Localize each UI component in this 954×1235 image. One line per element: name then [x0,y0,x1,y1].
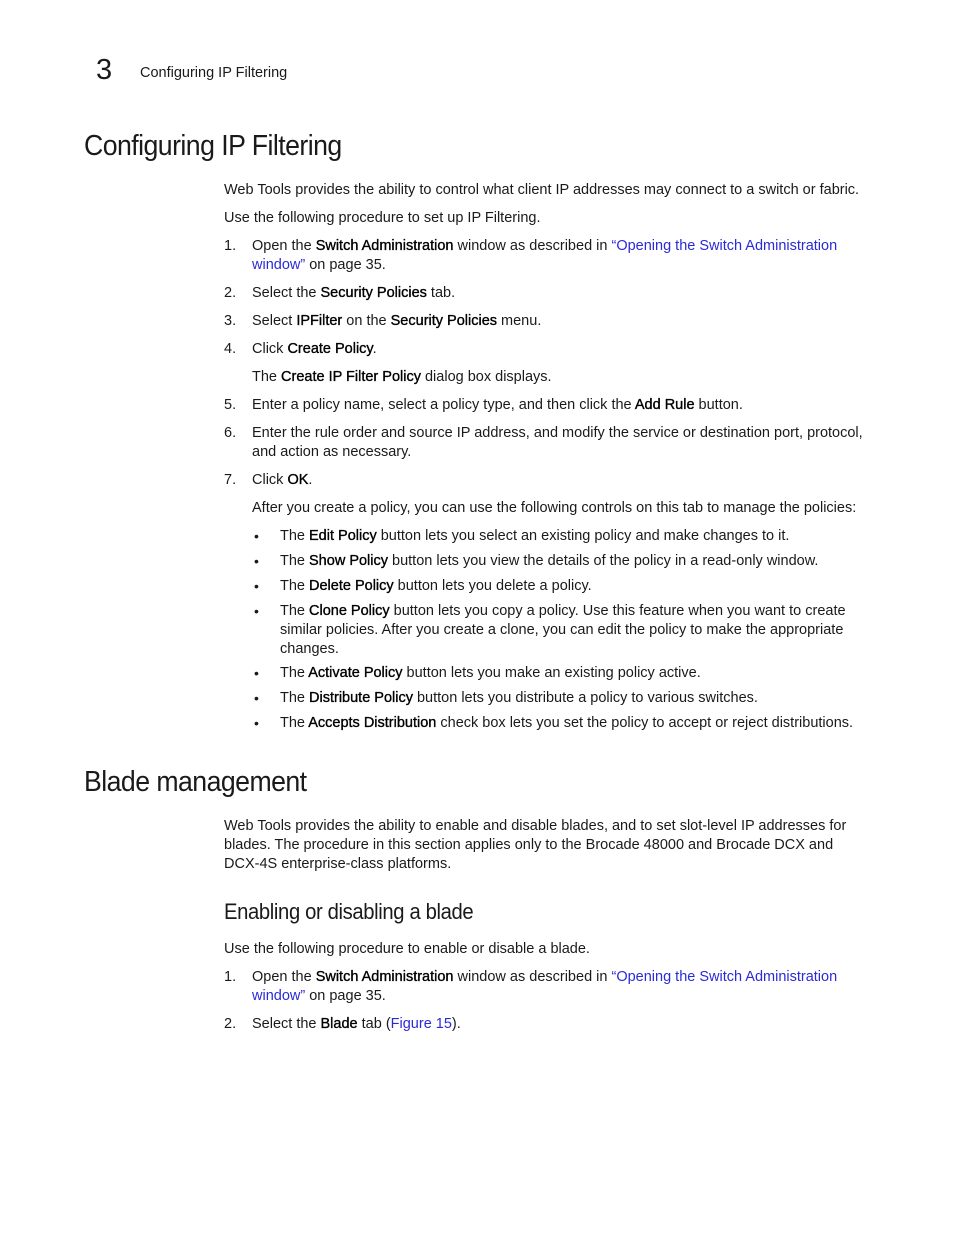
ui-term: Show Policy [309,553,388,569]
step-number: 6. [224,425,237,441]
step-number: 7. [224,472,237,488]
ui-term: Switch Administration [315,969,454,985]
ui-term: Delete Policy [309,578,394,594]
step-number: 2. [224,285,237,301]
step-text: Select the Security Policies tab. [252,285,456,301]
section-intro: Web Tools provides the ability to enable and disable blades, and to set slot-level IP addresses for blades. The procedure in this section applies only to the Brocade 48000 and Brocade DCX and DCX-4S enterprise-class platforms. [224,818,847,872]
ui-term: Activate Policy [308,665,403,681]
ui-term: Switch Administration [315,238,454,254]
step-number: 4. [224,341,237,357]
step-number: 2. [224,1016,237,1032]
ui-term: Clone Policy [309,603,390,619]
bullet-icon: • [254,528,259,544]
subsection-heading: Enabling or disabling a blade [224,899,474,924]
ui-term: Add Rule [634,397,695,413]
ui-term: Accepts Distribution [308,715,437,731]
step-text: Click Create Policy. [252,341,377,357]
step-text: Open the Switch Administration window as described in “Opening the Switch Administration window” on page 35. [252,238,838,273]
step-text: Enter a policy name, select a policy type, and then click the Add Rule button. [252,397,743,413]
step-4-note: The Create IP Filter Policy dialog box displays. [252,369,552,385]
ui-term: Create IP Filter Policy [281,369,421,385]
step-number: 1. [224,238,237,254]
ui-term: Security Policies [320,285,427,301]
bullet-icon: • [254,665,259,681]
ui-term: Blade [320,1016,358,1032]
cross-reference-link[interactable]: “Opening the Switch Administration window” [252,969,838,1004]
cross-reference-link[interactable]: “Opening the Switch Administration window” [252,238,838,273]
ui-term: Edit Policy [309,528,377,544]
ui-term: Security Policies [390,313,498,329]
step-7-note: After you create a policy, you can use the following controls on this tab to manage the policies: [252,500,857,516]
step-text: Select the Blade tab (Figure 15). [252,1016,461,1032]
procedure-lead: Use the following procedure to enable or disable a blade. [224,941,590,957]
procedure-lead: Use the following procedure to set up IP Filtering. [224,210,541,226]
figure-reference-link[interactable]: Figure 15 [390,1016,452,1032]
step-number: 3. [224,313,237,329]
ui-term: IPFilter [296,313,343,329]
bullet-icon: • [254,715,259,731]
step-text: Open the Switch Administration window as described in “Opening the Switch Administration window” on page 35. [252,969,838,1004]
step-text: Select IPFilter on the Security Policies menu. [252,313,542,329]
bullet-icon: • [254,578,259,594]
chapter-number: 3 [96,54,113,86]
bullet-icon: • [254,553,259,569]
section-heading-blade-management: Blade management [84,766,307,798]
ui-term: Distribute Policy [309,690,413,706]
running-header-title: Configuring IP Filtering [140,65,288,81]
ui-term: OK [287,472,309,488]
ui-term: Create Policy [287,341,373,357]
bullet-icon: • [254,690,259,706]
bullet-icon: • [254,603,259,619]
step-number: 1. [224,969,237,985]
step-text: Enter the rule order and source IP address, and modify the service or destination port, protocol, and action as necessary. [252,425,863,460]
section-heading-ip-filtering: Configuring IP Filtering [84,130,342,162]
step-number: 5. [224,397,237,413]
section-intro: Web Tools provides the ability to control what client IP addresses may connect to a switch or fabric. [224,182,860,198]
step-text: Click OK. [252,472,313,488]
